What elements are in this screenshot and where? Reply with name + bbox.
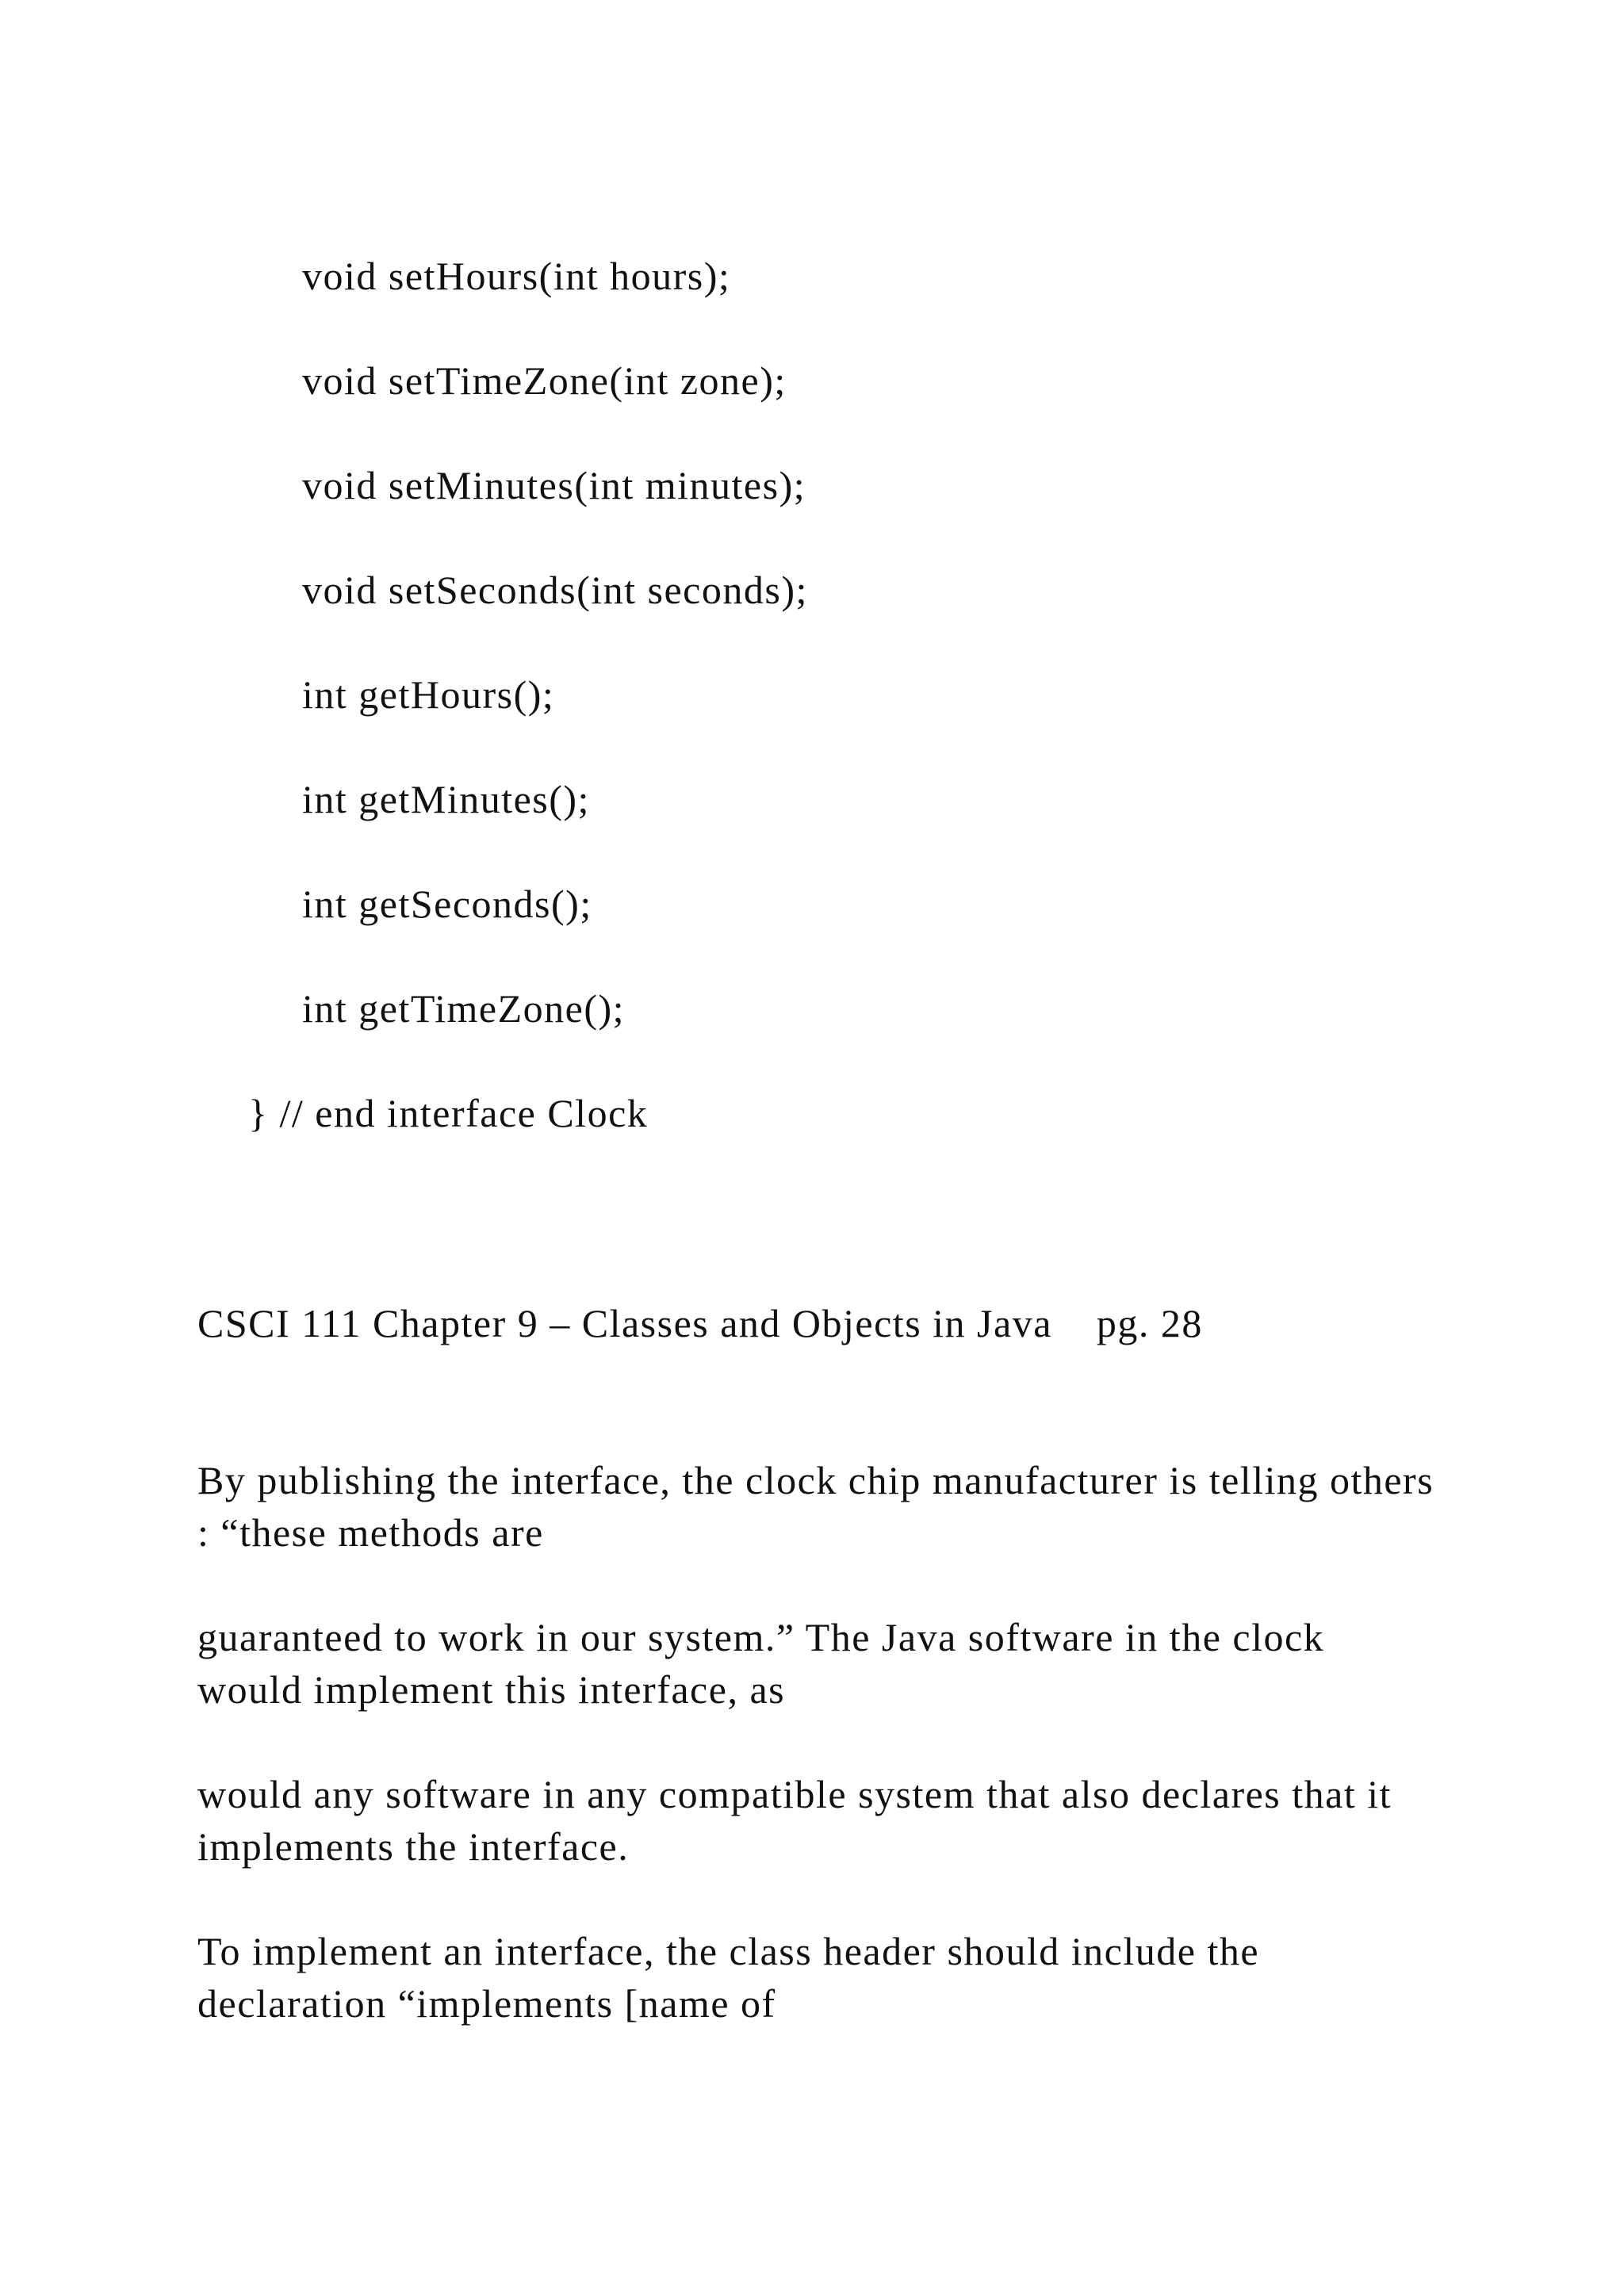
code-line-set-time-zone: void setTimeZone(int zone); (302, 358, 787, 403)
code-line-get-time-zone: int getTimeZone(); (302, 986, 626, 1031)
code-line-set-hours: void setHours(int hours); (302, 254, 731, 298)
code-line-get-seconds: int getSeconds(); (302, 882, 592, 926)
paragraph-1: By publishing the interface, the clock chip manufacturer is telling others : “these methods are (197, 1458, 1434, 1555)
code-line-get-minutes: int getMinutes(); (302, 777, 590, 821)
code-closing-brace: } // end interface Clock (248, 1091, 649, 1135)
code-line-set-seconds: void setSeconds(int seconds); (302, 568, 808, 612)
page-header: CSCI 111 Chapter 9 – Classes and Objects in Java pg. 28 (197, 1301, 1203, 1345)
paragraph-3: would any software in any compatible system that also declares that it implements the interface. (197, 1772, 1392, 1869)
code-line-get-hours: int getHours(); (302, 672, 555, 717)
paragraph-4: To implement an interface, the class header should include the declaration “implements [name of (197, 1929, 1260, 2026)
paragraph-2: guaranteed to work in our system.” The Java software in the clock would implement this interface, as (197, 1615, 1325, 1712)
code-line-set-minutes: void setMinutes(int minutes); (302, 463, 806, 507)
